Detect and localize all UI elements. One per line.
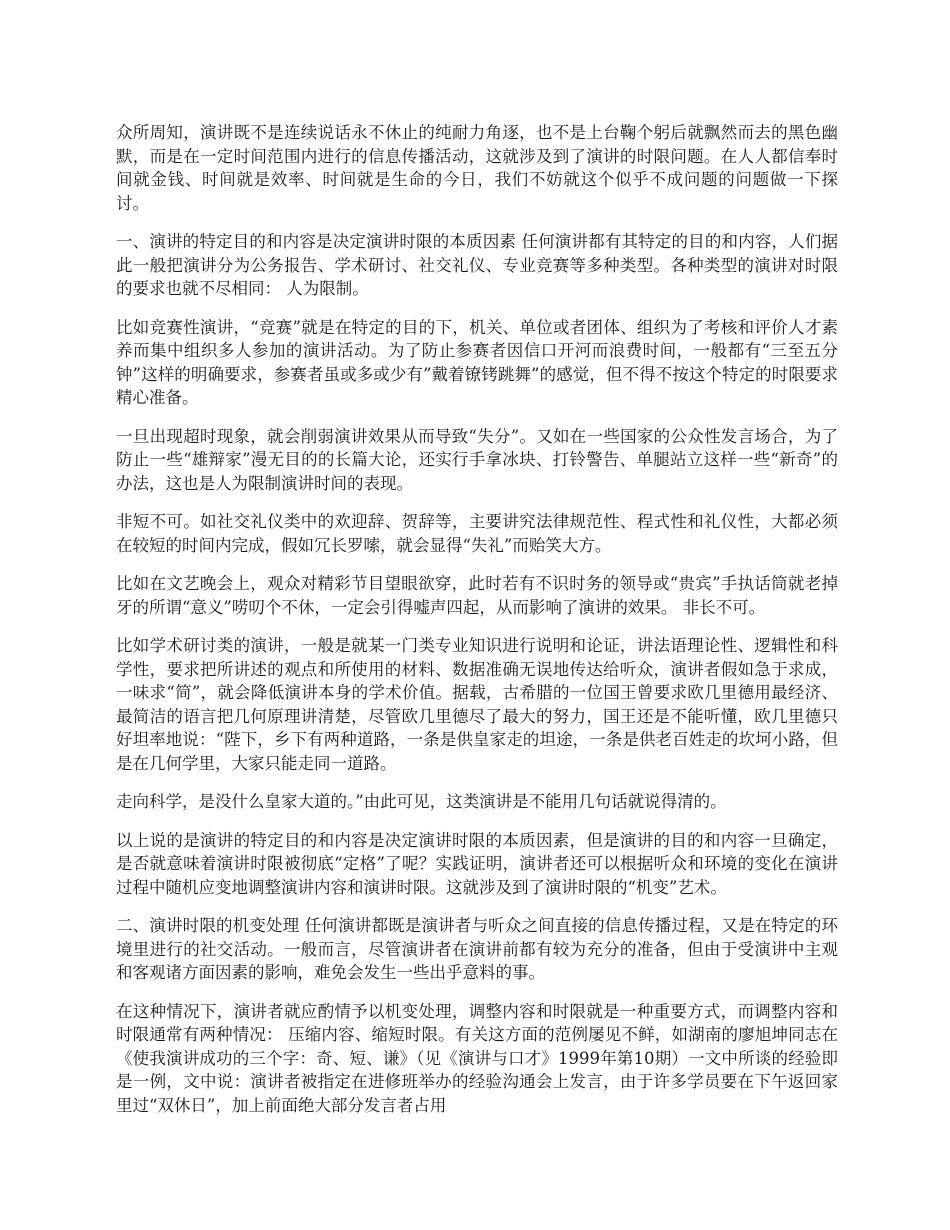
document-body <box>116 121 838 1132</box>
paragraph-section-one-heading: 一、演讲的特定目的和内容是决定演讲时限的本质因素 任何演讲都有其特定的目的和内容，人们据此一般把演讲分为公务报告、学术研讨、社交礼仪、专业竞赛等多种类型。各种类型的演讲对时限的要求也就不尽相同： 人为限制。 <box>116 232 838 298</box>
paragraph-must-be-short: 非短不可。如社交礼仪类中的欢迎辞、贺辞等，主要讲究法律规范性、程式性和礼仪性，大都必须在较短的时间内完成，假如冗长罗嗦，就会显得“失礼”而贻笑大方。 <box>116 512 838 555</box>
paragraph-intro: 众所周知，演讲既不是连续说话永不休止的纯耐力角逐，也不是上台鞠个躬后就飘然而去的黑色幽默，而是在一定时间范围内进行的信息传播活动，这就涉及到了演讲的时限问题。在人人都信奉时间就金钱、时间就是效率、时间就是生命的今日，我们不妨就这个似乎不成问题的问题做一下探讨。 <box>116 123 838 213</box>
paragraph-section-two-heading: 二、演讲时限的机变处理 任何演讲都既是演讲者与听众之间直接的信息传播过程，又是在特定的环境里进行的社交活动。一般而言，尽管演讲者在演讲前都有较为充分的准备，但由于受演讲中主观和客观诸方面因素的影响，难免会发生一些出乎意料的事。 <box>116 916 838 982</box>
paragraph-competition-speech: 比如竞赛性演讲，“竞赛”就是在特定的目的下，机关、单位或者团体、组织为了考核和评价人才素养而集中组织多人参加的演讲活动。为了防止参赛者因信口开河而浪费时间，一般都有“三至五分钟”这样的明确要求，参赛者虽或多或少有”戴着镣铐跳舞”的感觉，但不得不按这个特定的时限要求精心准备。 <box>116 317 838 407</box>
paragraph-summary: 以上说的是演讲的特定目的和内容是决定演讲时限的本质因素，但是演讲的目的和内容一旦确定，是否就意味着演讲时限被彻底“定格”了呢？实践证明，演讲者还可以根据听众和环境的变化在演讲过程中随机应变地调整演讲内容和演讲时限。这就涉及到了演讲时限的“机变”艺术。 <box>116 830 838 897</box>
paragraph-academic-speech: 比如学术研讨类的演讲，一般是就某一门类专业知识进行说明和论证，讲法语理论性、逻辑性和科学性，要求把所讲述的观点和所使用的材料、数据准确无误地传达给听众，演讲者假如急于求成，一味求“简”，就会降低演讲本身的学术价值。据载，古希腊的一位国王曾要求欧几里德用最经济、最简洁的语言把几何原理讲清楚，尽管欧几里德尽了最大的努力，国王还是不能听懂，欧几里德只好坦率地说：“陛下，乡下有两种道路，一条是供皇家走的坦途，一条是供老百姓走的坎坷小路，但是在几何学里，大家只能走同一道路。 <box>116 636 838 773</box>
paragraph-overtime: 一旦出现超时现象，就会削弱演讲效果从而导致“失分”。又如在一些国家的公众性发言场合，为了防止一些“雄辩家”漫无目的的长篇大论，还实行手拿冰块、打铃警告、单腿站立这样一些“新奇”的办法，这也是人为限制演讲时间的表现。 <box>116 426 838 493</box>
paragraph-road-to-science: 走向科学，是没什么皇家大道的。”由此可见，这类演讲是不能用几句话就说得清的。 <box>116 792 727 811</box>
paragraph-adjust-content: 在这种情况下，演讲者就应酌情予以机变处理，调整内容和时限就是一种重要方式，而调整内容和时限通常有两种情况： 压缩内容、缩短时限。有关这方面的范例屡见不鲜，如湖南的廖旭坤同志在《使我演讲成功的三个字：奇、短、谦》（见《演讲与口才》1999年第10期）一文中所谈的经验即是一例，文中说：演讲者被指定在进修班举办的经验沟通会上发言，由于许多学员要在下午返回家里过“双休日”，加上前面绝大部分发言者占用 <box>116 1001 838 1115</box>
paragraph-gala-example: 比如在文艺晚会上，观众对精彩节目望眼欲穿，此时若有不识时务的领导或“贵宾”手执话筒就老掉牙的所谓“意义”唠叨个不休，一定会引得嘘声四起，从而影响了演讲的效果。 非长不可。 <box>116 574 838 617</box>
